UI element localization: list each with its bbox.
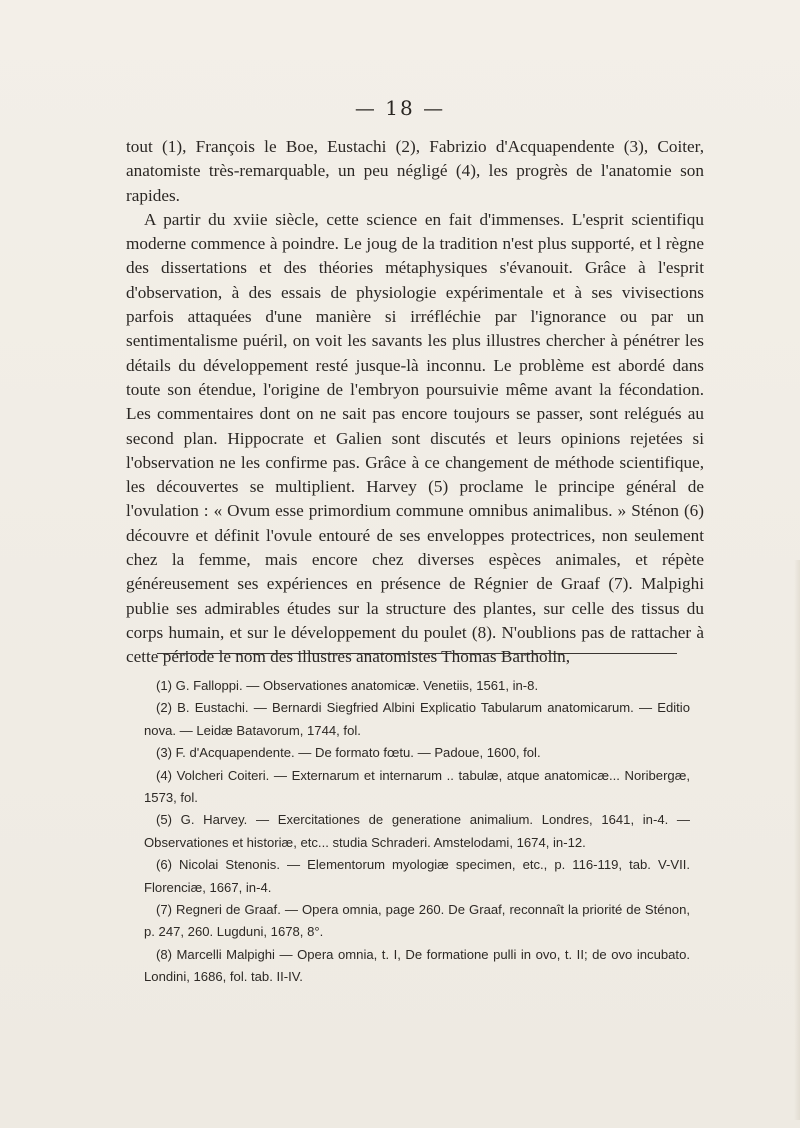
footnote-separator [157, 653, 677, 654]
footnote-8: (8) Marcelli Malpighi — Opera omnia, t. I, De formatione pulli in ovo, t. II; de ovo incubato. Londini, 1686, fol. tab. II-IV. [144, 946, 690, 985]
footnote-7: (7) Regneri de Graaf. — Opera omnia, page 260. De Graaf, reconnaît la priorité de Sténon, p. 247, 260. Lugduni, 1678, 8°. [144, 902, 690, 940]
footnote-5: (5) G. Harvey. — Exercitationes de generatione animalium. Londres, 1641, in-4. — Observationes et historiæ, etc... studia Schraderi. Amstelodami, 1674, in-12. [144, 812, 690, 850]
paragraph-1: tout (1), François le Boe, Eustachi (2), Fabrizio d'Acquapendente (3), Coiter, anatomiste très-remarquable, un peu négligé (4), les progrès de l'anatomie son rapides. [126, 137, 704, 205]
footnote-4: (4) Volcheri Coiteri. — Externarum et internarum .. tabulæ, atque anatomicæ... Noribergæ, 1573, fol. [144, 767, 690, 806]
footnotes [144, 675, 690, 989]
footnote-2: (2) B. Eustachi. — Bernardi Siegfried Albini Explicatio Tabularum anatomicarum. — Editio nova. — Leidæ Batavorum, 1744, fol. [144, 700, 690, 738]
page-edge-shadow [794, 560, 800, 1120]
footnote-1: (1) G. Falloppi. — Observationes anatomicæ. Venetiis, 1561, in-8. [156, 678, 539, 693]
footnote-6: (6) Nicolai Stenonis. — Elementorum myologiæ specimen, etc., p. 116-119, tab. V-VII. Florenciæ, 1667, in-4. [144, 857, 690, 895]
footnote-3: (3) F. d'Acquapendente. — De formato fœtu. — Padoue, 1600, fol. [156, 745, 541, 761]
main-text [126, 135, 704, 670]
paragraph-2: A partir du xviie siècle, cette science en fait d'immenses. L'esprit scientifiqu moderne commence à poindre. Le joug de la tradition n'est plus supporté, et l règne des dissertations et des théories métaphysiques s'évanouit. Grâce à l'esprit d'observation, à des essais de physiologie expérimentale et à ses vivisections parfois attaquées d'une manière si irréfléchie par l'ignorance ou par un sentimentalisme puéril, on voit les savants les plus illustres chercher à pénétrer les détails du développement resté jusque-là inconnu. Le problème est abordé dans toute son étendue, l'origine de l'embryon poursuivie même avant la fécondation. Les commentaires dont on ne sait pas encore toujours se passer, sont relégués au second plan. Hippocrate et Galien sont discutés et leurs opinions rejetées si l'observation ne les confirme pas. Grâce à ce changement de méthode scientifique, les découvertes se multiplient. Harvey (5) proclame le principe général de l'ovulation : « Ovum esse primordium commune omnibus animalibus. » Sténon (6) découvre et définit l'ovule entouré de ses enveloppes protectrices, non seulement chez la femme, mais encore chez diverses espèces animales, et répète généreusement ses expériences en présence de Régnier de Graaf (7). Malpighi publie ses admirables études sur la structure des plantes, sur celle des tissus du corps humain, et sur le développement du poulet (8). N'oublions pas de rattacher à cette période le nom des illustres anatomistes Thomas Bartholin, [126, 209, 704, 667]
page-number: — 18 — [354, 96, 446, 120]
